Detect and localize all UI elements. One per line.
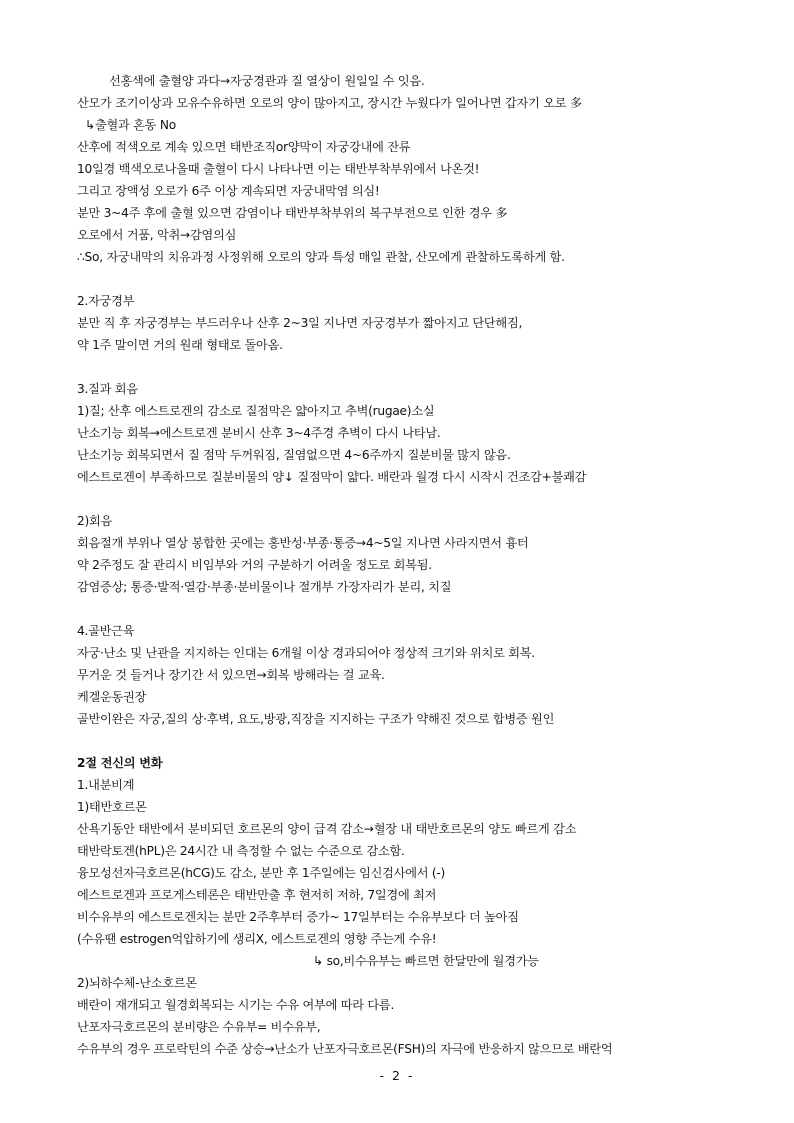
page-number: - 2 - — [379, 1068, 415, 1083]
blank-line — [77, 268, 727, 290]
section-heading: 2.자궁경부 — [77, 294, 135, 308]
text-line: 분만 3~4주 후에 출혈 있으면 감염이나 태반부착부위의 복구부전으로 인한 경우 多 — [77, 206, 508, 220]
chapter-heading: 2절 전신의 변화 — [77, 756, 163, 770]
section-heading: 4.골반근육 — [77, 624, 135, 638]
text-line: 오로에서 거품, 악취→감염의심 — [77, 228, 237, 242]
text-line: 난소기능 회복→에스트로겐 분비시 산후 3~4주경 추벽이 다시 나타남. — [77, 426, 441, 440]
subsection-heading: 2)회음 — [77, 514, 113, 528]
text-line: 에스트로겐과 프로게스테론은 태반만출 후 현저히 저하, 7일경에 최저 — [77, 888, 437, 902]
text-line: 에스트로겐이 부족하므로 질분비물의 양↓ 질점막이 얇다. 배란과 월경 다시 시작시 건조감+불쾌감 — [77, 470, 587, 484]
text-line: 분만 직 후 자궁경부는 부드러우나 산후 2~3일 지나면 자궁경부가 짧아지고 단단해짐, — [77, 316, 523, 330]
text-line: 배란이 재개되고 월경회복되는 시기는 수유 여부에 따라 다름. — [77, 998, 395, 1012]
subsection-heading: 1)태반호르몬 — [77, 800, 147, 814]
text-line: 약 1주 말이면 거의 원래 형태로 돌아옴. — [77, 338, 283, 352]
text-line: 산모가 조기이상과 모유수유하면 오로의 양이 많아지고, 장시간 누웠다가 일어나면 갑자기 오로 多 — [77, 96, 582, 110]
text-line: 약 2주정도 잘 관리시 비임부와 거의 구분하기 어려울 정도로 회복됨. — [77, 558, 432, 572]
text-line: 골반이완은 자궁,질의 상·후벽, 요도,방광,직장을 지지하는 구조가 약해진 것으로 합병증 원인 — [77, 712, 555, 726]
text-line: ↳출혈과 혼동 No — [85, 118, 176, 132]
text-line: 산후에 적색오로 계속 있으면 태반조직or양막이 자궁강내에 잔류 — [77, 140, 411, 154]
text-line: ∴So, 자궁내막의 치유과정 사정위해 오로의 양과 특성 매일 관찰, 산모에게 관찰하도록하게 함. — [77, 250, 565, 264]
text-line: 케겔운동권장 — [77, 690, 147, 704]
text-line: 비수유부의 에스트로겐치는 분만 2주후부터 증가~ 17일부터는 수유부보다 더 높아짐 — [77, 910, 519, 924]
text-line: ↳ so,비수유부는 빠르면 한달만에 월경가능 — [313, 954, 539, 968]
text-line: 자궁·난소 및 난관을 지지하는 인대는 6개월 이상 경과되어야 정상적 크기와 위치로 회복. — [77, 646, 535, 660]
blank-line — [77, 356, 727, 378]
blank-line — [77, 730, 727, 752]
text-line: 난포자극호르몬의 분비량은 수유부= 비수유부, — [77, 1020, 321, 1034]
text-line: 무거운 것 들거나 장기간 서 있으면→회복 방해라는 걸 교육. — [77, 668, 385, 682]
text-line: 산욕기동안 태반에서 분비되던 호르몬의 양이 급격 감소→혈장 내 태반호르몬의 양도 빠르게 감소 — [77, 822, 577, 836]
text-line: 융모성선자극호르몬(hCG)도 감소, 분만 후 1주일에는 임신검사에서 (-) — [77, 866, 446, 880]
text-line: 난소기능 회복되면서 질 점막 두꺼워짐, 질염없으면 4~6주까지 질분비물 많지 않음. — [77, 448, 511, 462]
text-line: 선홍색에 출혈양 과다→자궁경관과 질 열상이 원일일 수 잇음. — [109, 74, 425, 88]
text-line: 회음절개 부위나 열상 봉합한 곳에는 홍반성·부종·통증→4~5일 지나면 사라지면서 흉터 — [77, 536, 529, 550]
section-heading: 3.질과 회음 — [77, 382, 138, 396]
text-line: 그리고 장액성 오로가 6주 이상 계속되면 자궁내막염 의심! — [77, 184, 380, 198]
text-line: 태반락토겐(hPL)은 24시간 내 측정할 수 없는 수준으로 감소함. — [77, 844, 405, 858]
text-line: (수유땐 estrogen억압하기에 생리X, 에스트로겐의 영향 주는게 수유! — [77, 932, 437, 946]
section-heading: 1.내분비계 — [77, 778, 135, 792]
text-line: 10일경 백색오로나올때 출혈이 다시 나타나면 이는 태반부착부위에서 나온것! — [77, 162, 480, 176]
text-line: 감염증상; 통증·발적·열감·부종·분비물이나 절개부 가장자리가 분리, 치질 — [77, 580, 452, 594]
blank-line — [77, 488, 727, 510]
subsection-heading: 2)뇌하수체-난소호르몬 — [77, 976, 197, 990]
text-line: 1)질; 산후 에스트로겐의 감소로 질점막은 얇아지고 추벽(rugae)소실 — [77, 404, 435, 418]
blank-line — [77, 598, 727, 620]
document-body — [77, 70, 727, 1060]
text-line: 수유부의 경우 프로락틴의 수준 상승→난소가 난포자극호르몬(FSH)의 자극에 반응하지 않으므로 배란억 — [77, 1042, 613, 1056]
